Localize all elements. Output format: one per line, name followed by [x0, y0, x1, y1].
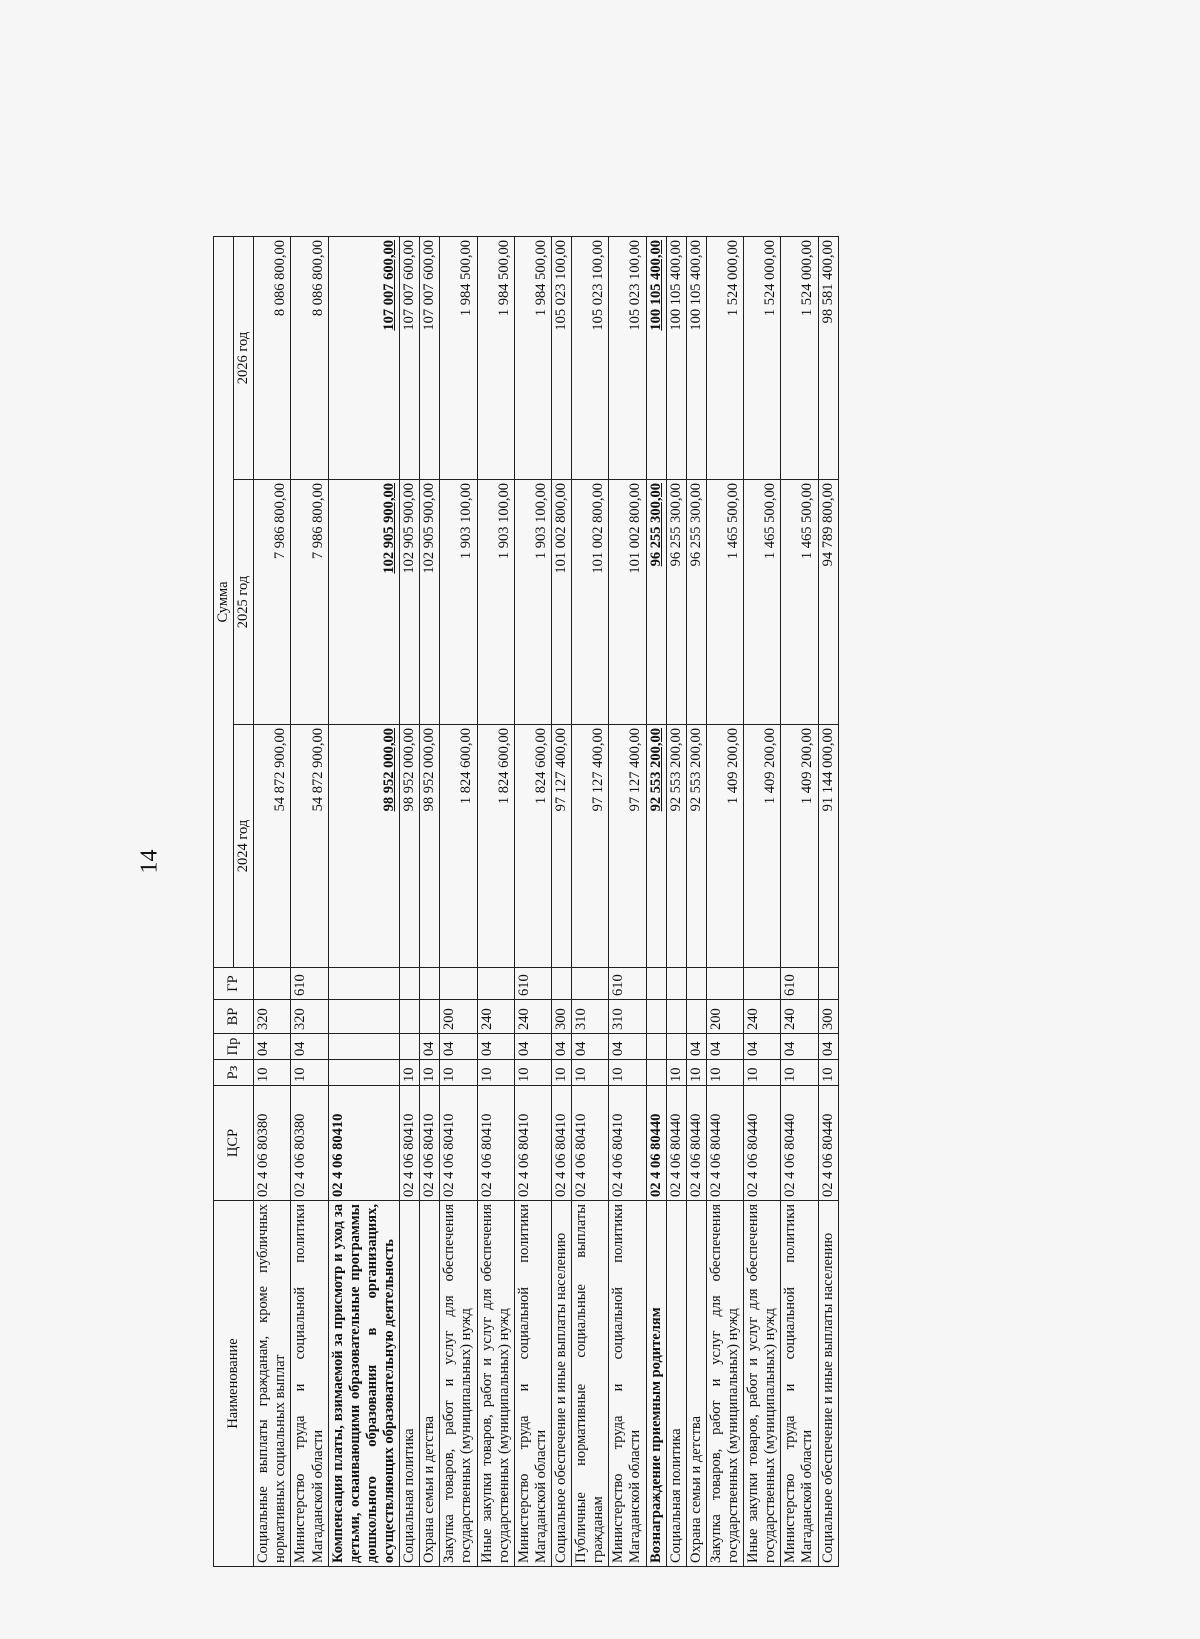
- row-gr: [744, 968, 781, 1000]
- budget-table: [213, 236, 839, 1567]
- row-sum-2024: 1 409 200,00: [781, 725, 818, 968]
- row-pr: 04: [477, 1034, 514, 1060]
- row-vr: 240: [781, 1000, 818, 1034]
- row-sum-2026: 105 023 100,00: [609, 236, 646, 479]
- row-gr: [686, 968, 706, 1000]
- row-sum-2024: 1 824 600,00: [514, 725, 551, 968]
- row-sum-2024: 1 824 600,00: [440, 725, 477, 968]
- row-gr: [706, 968, 743, 1000]
- header-name: Наименование: [214, 1201, 254, 1567]
- row-sum-2024: 98 952 000,00: [328, 725, 399, 968]
- row-sum-2026: 1 984 500,00: [477, 236, 514, 479]
- row-sum-2026: 107 007 600,00: [328, 236, 399, 479]
- row-sum-2026: 98 581 400,00: [818, 236, 838, 479]
- row-name: Министерство труда и социальной политики Магаданской области: [514, 1201, 551, 1567]
- row-rz: 10: [609, 1060, 646, 1086]
- table-row: [328, 236, 399, 1566]
- table-row: [440, 236, 477, 1566]
- table-row: [254, 236, 291, 1566]
- row-csr: 02 4 06 80440: [818, 1086, 838, 1201]
- table-row: [572, 236, 609, 1566]
- header-pr: Пр: [214, 1034, 254, 1060]
- table-row: [818, 236, 838, 1566]
- row-sum-2026: 8 086 800,00: [291, 236, 328, 479]
- row-sum-2026: 8 086 800,00: [254, 236, 291, 479]
- row-csr: 02 4 06 80380: [254, 1086, 291, 1201]
- header-csr: ЦСР: [214, 1086, 254, 1201]
- row-name: Социальное обеспечение и иные выплаты населению: [551, 1201, 571, 1567]
- row-gr: [328, 968, 399, 1000]
- row-name: Социальное обеспечение и иные выплаты населению: [818, 1201, 838, 1567]
- row-sum-2025: 102 905 900,00: [328, 480, 399, 725]
- row-pr: [328, 1034, 399, 1060]
- row-pr: 04: [291, 1034, 328, 1060]
- row-pr: 04: [420, 1034, 440, 1060]
- row-rz: [646, 1060, 666, 1086]
- row-vr: 240: [744, 1000, 781, 1034]
- row-sum-2025: 96 255 300,00: [646, 480, 666, 725]
- row-name: Социальная политика: [666, 1201, 686, 1567]
- table-row: [551, 236, 571, 1566]
- row-vr: [686, 1000, 706, 1034]
- row-sum-2025: 96 255 300,00: [666, 480, 686, 725]
- row-name: Министерство труда и социальной политики Магаданской области: [781, 1201, 818, 1567]
- row-csr: 02 4 06 80440: [686, 1086, 706, 1201]
- row-rz: 10: [744, 1060, 781, 1086]
- row-pr: 04: [254, 1034, 291, 1060]
- row-sum-2026: 107 007 600,00: [420, 236, 440, 479]
- row-gr: [666, 968, 686, 1000]
- table-row: [514, 236, 551, 1566]
- row-sum-2024: 1 824 600,00: [477, 725, 514, 968]
- row-vr: 310: [609, 1000, 646, 1034]
- row-pr: 04: [744, 1034, 781, 1060]
- row-vr: [420, 1000, 440, 1034]
- row-pr: 04: [609, 1034, 646, 1060]
- table-row: [420, 236, 440, 1566]
- row-vr: [646, 1000, 666, 1034]
- row-csr: 02 4 06 80410: [551, 1086, 571, 1201]
- row-csr: 02 4 06 80440: [646, 1086, 666, 1201]
- row-sum-2024: 97 127 400,00: [609, 725, 646, 968]
- row-gr: 610: [609, 968, 646, 1000]
- row-sum-2026: 1 984 500,00: [440, 236, 477, 479]
- header-gr: ГР: [214, 968, 254, 1000]
- table-row: [686, 236, 706, 1566]
- row-rz: 10: [551, 1060, 571, 1086]
- row-rz: 10: [400, 1060, 420, 1086]
- row-csr: 02 4 06 80410: [440, 1086, 477, 1201]
- table-row: [477, 236, 514, 1566]
- row-name: Вознаграждение приемным родителям: [646, 1201, 666, 1567]
- row-csr: 02 4 06 80410: [514, 1086, 551, 1201]
- row-sum-2025: 1 903 100,00: [477, 480, 514, 725]
- row-gr: 610: [514, 968, 551, 1000]
- row-sum-2026: 100 105 400,00: [646, 236, 666, 479]
- row-gr: [477, 968, 514, 1000]
- rotated-table-wrapper: [213, 237, 1010, 1567]
- row-pr: 04: [514, 1034, 551, 1060]
- header-2026: 2026 год: [234, 236, 254, 479]
- row-name: Компенсация платы, взимаемой за присмотр и уход за детьми, осваивающими образовательные программы дошкольного образования в организациях, осуществляющих образовательную деятельность: [328, 1201, 399, 1567]
- header-vr: ВР: [214, 1000, 254, 1034]
- row-pr: 04: [818, 1034, 838, 1060]
- row-sum-2024: 92 553 200,00: [646, 725, 666, 968]
- table-row: [291, 236, 328, 1566]
- row-name: Охрана семьи и детства: [420, 1201, 440, 1567]
- row-sum-2024: 98 952 000,00: [420, 725, 440, 968]
- row-sum-2024: 97 127 400,00: [551, 725, 571, 968]
- row-sum-2025: 1 465 500,00: [781, 480, 818, 725]
- row-name: Иные закупки товаров, работ и услуг для обеспечения государственных (муниципальных) нужд: [744, 1201, 781, 1567]
- row-csr: 02 4 06 80440: [706, 1086, 743, 1201]
- row-rz: 10: [781, 1060, 818, 1086]
- row-rz: 10: [666, 1060, 686, 1086]
- row-name: Социальные выплаты гражданам, кроме публичных нормативных социальных выплат: [254, 1201, 291, 1567]
- row-vr: 200: [706, 1000, 743, 1034]
- row-vr: 310: [572, 1000, 609, 1034]
- table-row: [400, 236, 420, 1566]
- row-sum-2026: 100 105 400,00: [666, 236, 686, 479]
- row-rz: 10: [254, 1060, 291, 1086]
- row-vr: 320: [291, 1000, 328, 1034]
- row-gr: [440, 968, 477, 1000]
- row-gr: [551, 968, 571, 1000]
- row-sum-2025: 1 903 100,00: [440, 480, 477, 725]
- row-pr: 04: [686, 1034, 706, 1060]
- row-sum-2025: 102 905 900,00: [420, 480, 440, 725]
- row-sum-2024: 1 409 200,00: [744, 725, 781, 968]
- row-rz: 10: [572, 1060, 609, 1086]
- row-pr: 04: [706, 1034, 743, 1060]
- row-gr: 610: [291, 968, 328, 1000]
- row-vr: 240: [477, 1000, 514, 1034]
- row-sum-2025: 101 002 800,00: [609, 480, 646, 725]
- row-sum-2026: 1 984 500,00: [514, 236, 551, 479]
- table-row: [609, 236, 646, 1566]
- row-sum-2026: 105 023 100,00: [551, 236, 571, 479]
- page-number: 14: [136, 849, 163, 874]
- row-csr: 02 4 06 80410: [328, 1086, 399, 1201]
- header-sum: Сумма: [214, 236, 234, 967]
- row-rz: 10: [706, 1060, 743, 1086]
- row-sum-2026: 1 524 000,00: [744, 236, 781, 479]
- row-vr: 240: [514, 1000, 551, 1034]
- row-gr: [646, 968, 666, 1000]
- row-pr: 04: [572, 1034, 609, 1060]
- row-csr: 02 4 06 80410: [420, 1086, 440, 1201]
- header-2024: 2024 год: [234, 725, 254, 968]
- table-row: [666, 236, 686, 1566]
- header-rz: Рз: [214, 1060, 254, 1086]
- row-csr: 02 4 06 80440: [666, 1086, 686, 1201]
- row-name: Публичные нормативные социальные выплаты гражданам: [572, 1201, 609, 1567]
- row-sum-2024: 91 144 000,00: [818, 725, 838, 968]
- row-vr: [328, 1000, 399, 1034]
- row-vr: 200: [440, 1000, 477, 1034]
- row-pr: [400, 1034, 420, 1060]
- row-pr: 04: [440, 1034, 477, 1060]
- row-rz: 10: [477, 1060, 514, 1086]
- row-sum-2025: 1 465 500,00: [744, 480, 781, 725]
- row-sum-2026: 107 007 600,00: [400, 236, 420, 479]
- row-sum-2025: 1 465 500,00: [706, 480, 743, 725]
- row-sum-2025: 94 789 800,00: [818, 480, 838, 725]
- row-sum-2024: 92 553 200,00: [666, 725, 686, 968]
- row-rz: 10: [420, 1060, 440, 1086]
- row-sum-2024: 1 409 200,00: [706, 725, 743, 968]
- row-name: Закупка товаров, работ и услуг для обеспечения государственных (муниципальных) нужд: [440, 1201, 477, 1567]
- row-sum-2024: 97 127 400,00: [572, 725, 609, 968]
- table-row: [781, 236, 818, 1566]
- row-rz: 10: [440, 1060, 477, 1086]
- row-pr: 04: [781, 1034, 818, 1060]
- row-csr: 02 4 06 80410: [609, 1086, 646, 1201]
- header-row-1: [214, 236, 234, 1566]
- row-name: Министерство труда и социальной политики Магаданской области: [291, 1201, 328, 1567]
- row-sum-2025: 7 986 800,00: [291, 480, 328, 725]
- row-sum-2025: 96 255 300,00: [686, 480, 706, 725]
- row-sum-2025: 102 905 900,00: [400, 480, 420, 725]
- row-sum-2024: 54 872 900,00: [291, 725, 328, 968]
- table-row: [744, 236, 781, 1566]
- row-sum-2025: 7 986 800,00: [254, 480, 291, 725]
- row-csr: 02 4 06 80410: [400, 1086, 420, 1201]
- row-gr: 610: [781, 968, 818, 1000]
- table-row: [706, 236, 743, 1566]
- row-pr: 04: [551, 1034, 571, 1060]
- row-csr: 02 4 06 80410: [572, 1086, 609, 1201]
- row-name: Министерство труда и социальной политики Магаданской области: [609, 1201, 646, 1567]
- row-vr: 320: [254, 1000, 291, 1034]
- header-2025: 2025 год: [234, 480, 254, 725]
- row-name: Социальная политика: [400, 1201, 420, 1567]
- row-sum-2024: 92 553 200,00: [686, 725, 706, 968]
- row-rz: 10: [686, 1060, 706, 1086]
- row-name: Охрана семьи и детства: [686, 1201, 706, 1567]
- row-name: Иные закупки товаров, работ и услуг для обеспечения государственных (муниципальных) нужд: [477, 1201, 514, 1567]
- row-gr: [400, 968, 420, 1000]
- row-vr: [666, 1000, 686, 1034]
- row-rz: 10: [291, 1060, 328, 1086]
- row-sum-2026: 1 524 000,00: [706, 236, 743, 479]
- row-sum-2025: 101 002 800,00: [551, 480, 571, 725]
- row-name: Закупка товаров, работ и услуг для обеспечения государственных (муниципальных) нужд: [706, 1201, 743, 1567]
- row-pr: [666, 1034, 686, 1060]
- row-sum-2025: 101 002 800,00: [572, 480, 609, 725]
- row-csr: 02 4 06 80410: [477, 1086, 514, 1201]
- row-rz: [328, 1060, 399, 1086]
- row-gr: [818, 968, 838, 1000]
- row-sum-2026: 105 023 100,00: [572, 236, 609, 479]
- row-csr: 02 4 06 80380: [291, 1086, 328, 1201]
- row-gr: [420, 968, 440, 1000]
- row-sum-2024: 98 952 000,00: [400, 725, 420, 968]
- row-sum-2026: 100 105 400,00: [686, 236, 706, 479]
- row-gr: [254, 968, 291, 1000]
- row-vr: 300: [551, 1000, 571, 1034]
- row-vr: 300: [818, 1000, 838, 1034]
- row-sum-2025: 1 903 100,00: [514, 480, 551, 725]
- row-csr: 02 4 06 80440: [781, 1086, 818, 1201]
- row-sum-2026: 1 524 000,00: [781, 236, 818, 479]
- row-rz: 10: [818, 1060, 838, 1086]
- row-rz: 10: [514, 1060, 551, 1086]
- row-gr: [572, 968, 609, 1000]
- table-row: [646, 236, 666, 1566]
- row-sum-2024: 54 872 900,00: [254, 725, 291, 968]
- table-body: [254, 236, 838, 1566]
- row-pr: [646, 1034, 666, 1060]
- row-vr: [400, 1000, 420, 1034]
- row-csr: 02 4 06 80440: [744, 1086, 781, 1201]
